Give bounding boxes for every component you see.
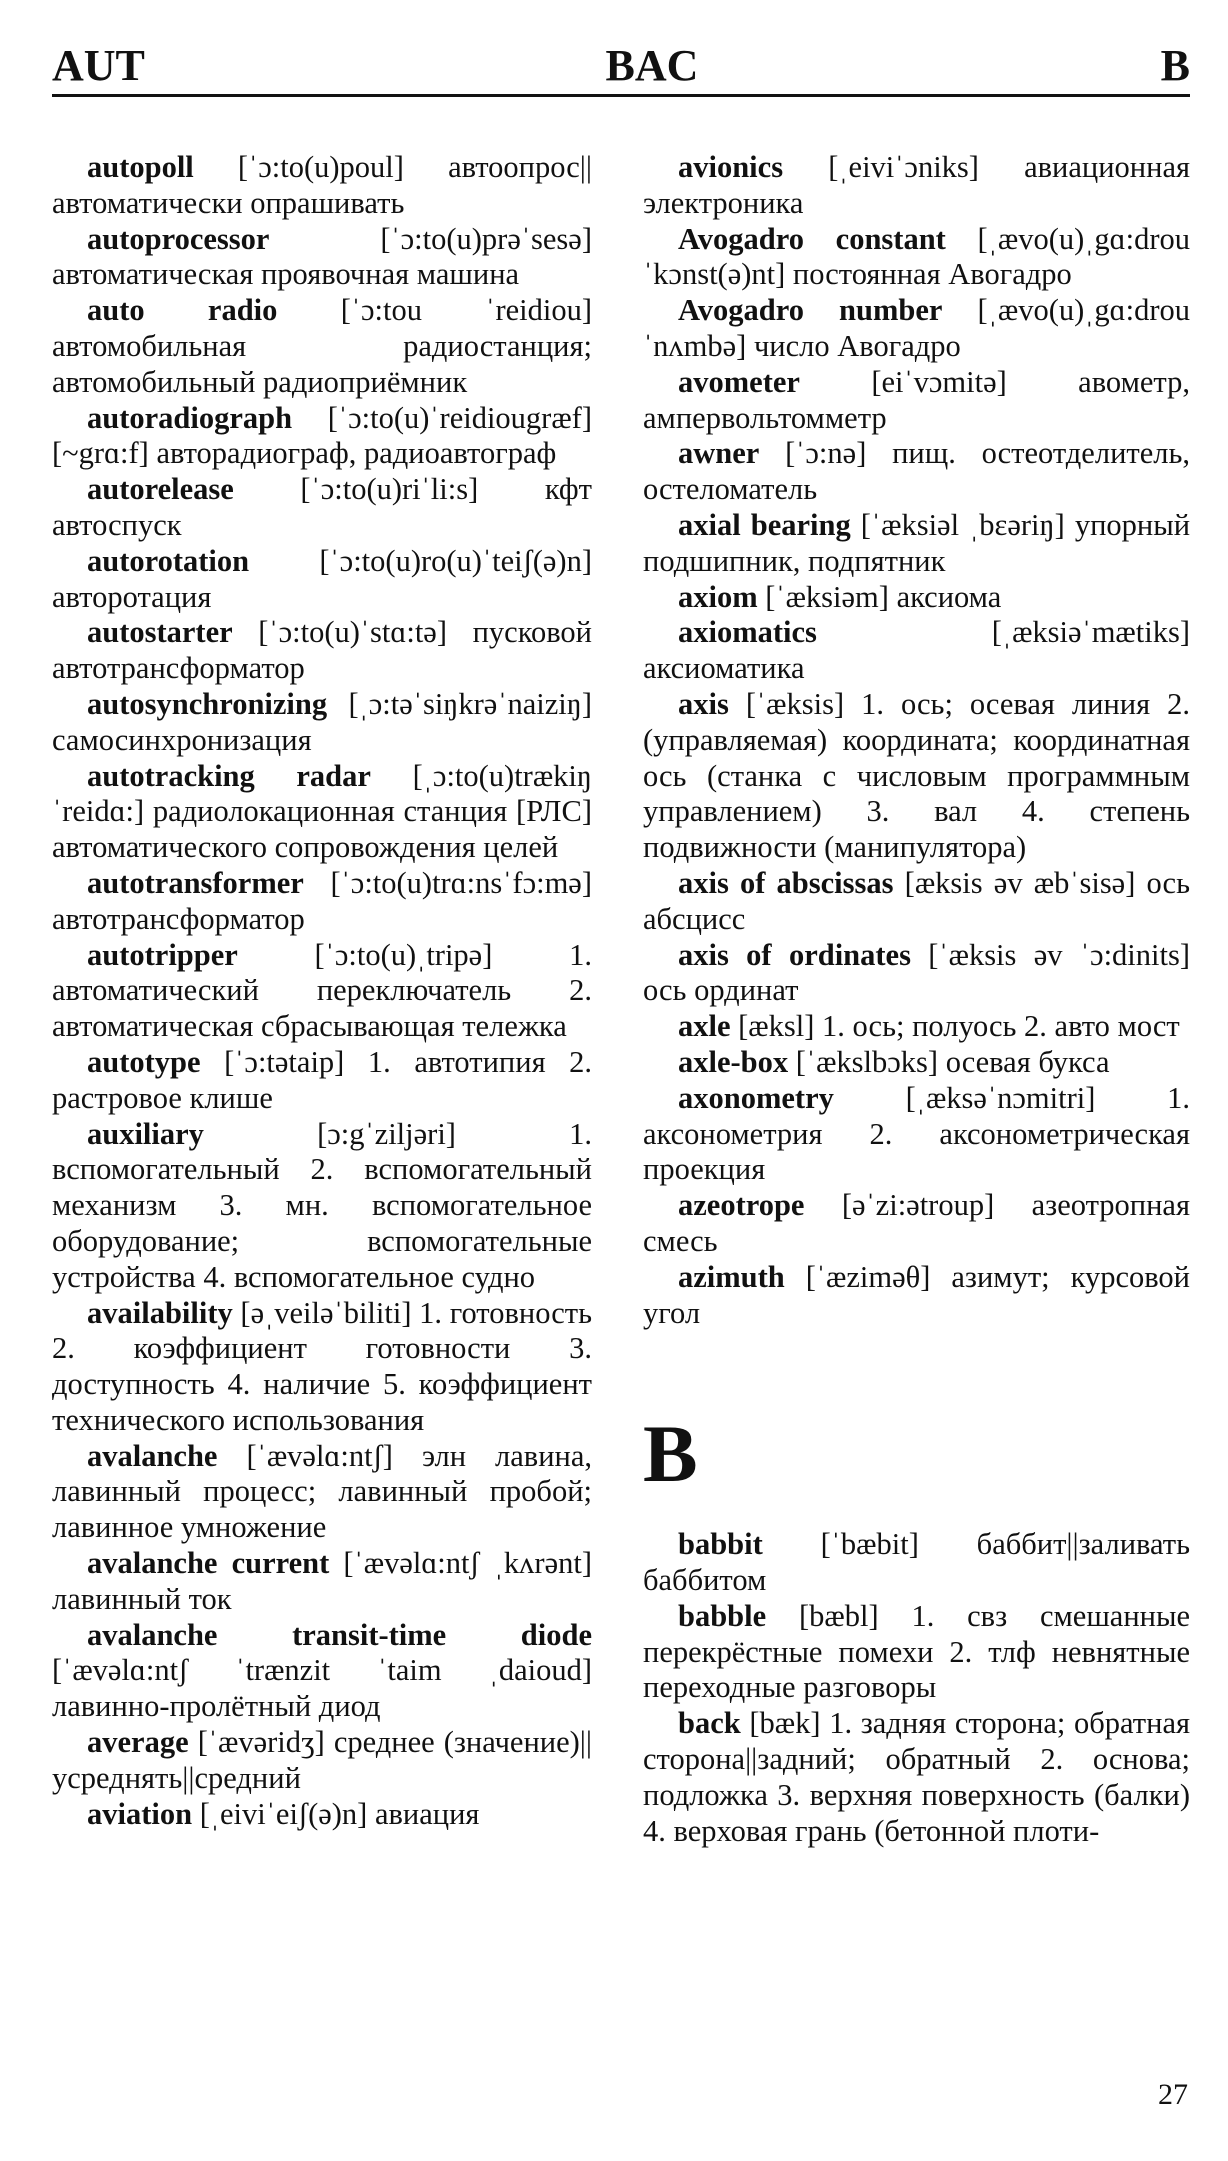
entry-definition: автоопрос||автоматически опрашивать — [52, 150, 592, 220]
entry-headword: back — [678, 1706, 741, 1741]
entry-definition: пусковой автотрансформатор — [52, 615, 593, 686]
entry-headword: azeotrope — [678, 1188, 805, 1223]
dictionary-entry — [643, 1527, 1190, 1599]
dictionary-entry — [52, 687, 592, 759]
entry-transcription: [ˌæksəˈnɔmitri] — [905, 1080, 1096, 1115]
entry-definition: кфт автоспуск — [52, 472, 593, 542]
entry-definition: азеотропная смесь — [643, 1188, 1190, 1258]
entry-transcription: [ˌæksiəˈmætiks] — [991, 615, 1190, 650]
dictionary-entry — [52, 222, 592, 294]
dictionary-entry — [643, 436, 1190, 508]
dictionary-entry — [52, 938, 592, 1045]
entry-transcription: [ˈɔ:to(u)ro(u)ˈteiʃ(ə)n] — [319, 543, 592, 578]
entry-transcription: [eiˈvɔmitə] — [871, 364, 1007, 399]
entry-transcription: [ɔ:gˈziljəri] — [317, 1116, 456, 1151]
entry-definition: 1. готовность 2. коэффициент готовности 3. доступность 4. наличие 5. коэффициент технического использования — [52, 1295, 592, 1437]
entry-definition: авиация — [374, 1796, 480, 1831]
running-header — [52, 32, 1190, 92]
entry-headword: avionics — [678, 150, 784, 184]
entry-definition: авторадиограф, радиоавтограф — [156, 436, 557, 471]
entry-headword: autoradiograph — [87, 400, 293, 435]
entry-headword: aviation — [87, 1796, 193, 1831]
entry-transcription: [ˌævo(u)ˌgɑ:drou ˈnʌmbə] — [643, 293, 1190, 363]
entry-headword: availability — [87, 1295, 233, 1330]
entry-transcription: [ˈɔ:to(u)riˈli:s] — [300, 472, 479, 507]
entry-transcription: [ˈæzimәθ] — [805, 1259, 931, 1294]
dictionary-entry — [52, 1296, 592, 1439]
entry-headword: average — [87, 1725, 189, 1760]
dictionary-entry — [643, 687, 1190, 866]
entry-definition: ось абсцисс — [643, 865, 1191, 936]
dictionary-entry — [52, 1797, 592, 1833]
entry-headword: axonometry — [678, 1080, 834, 1115]
entry-headword: babbit — [678, 1527, 763, 1562]
dictionary-entry — [643, 293, 1190, 365]
dictionary-entry — [643, 866, 1190, 938]
entry-transcription: [əˈzi:ətroup] — [841, 1188, 995, 1223]
entry-definition: радиолокационная станция [РЛС] автоматического сопровождения целей — [52, 794, 592, 865]
dictionary-entry — [643, 1260, 1190, 1332]
entry-definition: 1. ось; осевая линия 2. (управляемая) координата; координатная ось (станка с числовым программным управлением) 3. вал 4. степень подвижности (манипулятора) — [643, 686, 1191, 865]
dictionary-entry — [52, 1117, 592, 1296]
entry-headword: autotripper — [87, 937, 238, 972]
dictionary-entry — [52, 866, 592, 938]
entry-definition: осевая букса — [945, 1044, 1110, 1079]
entry-headword: awner — [678, 436, 760, 471]
entry-headword: axis of ordinates — [678, 937, 911, 972]
dictionary-entry — [643, 1009, 1190, 1045]
dictionary-entry — [52, 472, 592, 544]
dictionary-entry — [643, 1599, 1190, 1706]
header-section-letter: B — [1160, 41, 1190, 90]
entry-transcription: [ˈæksis əv ˈɔ:dinits] — [928, 937, 1190, 972]
entry-headword: autosynchronizing — [87, 686, 328, 721]
dictionary-entry — [52, 615, 592, 687]
entry-headword: axial bearing — [678, 507, 851, 542]
entry-headword: auxiliary — [87, 1116, 204, 1151]
entry-definition: аксиома — [896, 579, 1002, 614]
entry-definition: самосинхронизация — [52, 722, 312, 757]
entry-definition: азимут; курсовой угол — [643, 1259, 1191, 1330]
dictionary-entry — [643, 615, 1190, 687]
header-rule — [52, 94, 1190, 97]
entry-definition: 1. аксонометрия 2. аксонометрическая проекция — [643, 1080, 1191, 1187]
entry-transcription: [ˈævəlɑ:ntʃ ˈtrænzit ˈtaim ˌdaioud] — [52, 1653, 592, 1688]
entry-definition: автотрансформатор — [52, 901, 305, 936]
entry-definition: число Авогадро — [753, 328, 961, 363]
entry-headword: babble — [678, 1598, 767, 1633]
entry-definition: автоматическая проявочная машина — [52, 257, 520, 292]
entry-transcription: [ˈɔ:nə] — [785, 436, 867, 471]
entry-definition: авометр, ампервольтомметр — [643, 364, 1190, 435]
entry-headword: auto radio — [87, 293, 278, 328]
entry-headword: autorelease — [87, 472, 234, 507]
entry-definition: среднее (значение)||усреднять||средний — [52, 1725, 592, 1795]
entry-definition: аксиоматика — [643, 651, 805, 686]
entry-headword: autotransformer — [87, 865, 304, 900]
entry-transcription: [ˌɔ:təˈsiŋkrəˈnaiziŋ] — [348, 686, 592, 721]
page-number: 27 — [1158, 2078, 1188, 2111]
entry-headword: axle — [678, 1009, 731, 1044]
dictionary-entry — [52, 1546, 592, 1618]
entry-headword: avometer — [678, 364, 800, 399]
entry-definition: постоянная Авогадро — [792, 257, 1072, 292]
entry-transcription: [ˈævəlɑ:ntʃ] — [246, 1438, 393, 1473]
entry-headword: autopoll — [87, 150, 194, 184]
dictionary-entry — [52, 1045, 592, 1117]
entry-definition: элн лавина, лавинный процесс; лавинный пробой; лавинное умножение — [52, 1438, 593, 1545]
entry-definition: лавинный ток — [52, 1581, 232, 1616]
entry-transcription: [ˌævo(u)ˌgɑ:drou ˈkɔnst(ə)nt] — [643, 221, 1191, 292]
dictionary-entry — [643, 1045, 1190, 1081]
dictionary-entry — [52, 544, 592, 616]
entry-headword: avalanche transit-time diode — [87, 1617, 592, 1652]
entry-transcription: [ˈɔ:to(u)ˌtripə] — [314, 937, 493, 972]
entry-transcription: [əˌveiləˈbiliti] — [240, 1295, 412, 1330]
right-column — [643, 150, 1190, 1849]
entry-transcription: [ˈɔ:tou ˈreidiou] — [340, 293, 592, 328]
dictionary-entry — [643, 365, 1190, 437]
entry-transcription: [ˌɔ:to(u)trækiŋ ˈreidɑ:] — [52, 758, 592, 829]
entry-transcription: [ˈæksiəm] — [765, 579, 889, 614]
entry-definition: авиационная электроника — [643, 150, 1191, 220]
entry-transcription: [ˈɔ:to(u)ˈstɑ:tə] — [258, 615, 447, 650]
entry-definition: лавинно-пролётный диод — [52, 1689, 381, 1724]
dictionary-entry — [643, 580, 1190, 616]
entry-headword: Avogadro number — [678, 293, 943, 328]
dictionary-entry — [52, 759, 592, 866]
entry-headword: autostarter — [87, 615, 233, 650]
dictionary-entry — [52, 1725, 592, 1797]
dictionary-entry — [52, 150, 592, 222]
entry-headword: autotype — [87, 1044, 201, 1079]
dictionary-entry — [643, 1081, 1190, 1188]
entry-headword: Avogadro constant — [678, 221, 946, 256]
entry-headword: axiomatics — [678, 615, 817, 650]
entry-transcription: [ˌeiviˈeiʃ(ə)n] — [199, 1796, 368, 1831]
header-left-guideword: AUT — [52, 41, 145, 90]
dictionary-entry — [643, 222, 1190, 294]
dictionary-entry — [643, 508, 1190, 580]
entry-definition: 1. автотипия 2. растровое клише — [52, 1044, 593, 1115]
entry-transcription: [ˈæksis] — [745, 686, 845, 721]
entry-headword: axis of abscissas — [678, 865, 894, 900]
entry-definition: 1. свз смешанные перекрёстные помехи 2. тлф невнятные переходные разговоры — [643, 1598, 1191, 1705]
dictionary-entry — [52, 293, 592, 400]
entry-definition: 1. автоматический переключатель 2. автоматическая сбрасывающая тележка — [52, 937, 592, 1044]
dictionary-entry — [643, 150, 1190, 222]
dictionary-entry — [643, 938, 1190, 1010]
entry-transcription: [ˈæksiəl ˌbɛəriŋ] — [860, 507, 1065, 542]
entry-transcription: [ˈævəlɑ:ntʃ ˌkʌrənt] — [343, 1546, 592, 1581]
entry-headword: autotracking radar — [87, 758, 371, 793]
entry-transcription: [ˈævəridʒ] — [197, 1725, 325, 1760]
dictionary-entry — [52, 1439, 592, 1546]
entry-headword: axiom — [678, 579, 758, 614]
entry-transcription: [ˈɔ:to(u)poul] — [237, 150, 404, 184]
dictionary-entry — [52, 1618, 592, 1725]
entry-definition: ось ординат — [643, 973, 799, 1008]
dictionary-entry — [52, 401, 592, 473]
entry-transcription: [ˈbæbit] — [820, 1527, 919, 1562]
dictionary-entry — [643, 1188, 1190, 1260]
left-column — [52, 150, 592, 1832]
entry-definition: пищ. остеотделитель, остеломатель — [643, 436, 1191, 507]
entry-definition: упорный подшипник, подпятник — [643, 507, 1191, 578]
entry-transcription: [æksis əv æbˈsisə] — [904, 865, 1136, 900]
entry-headword: avalanche — [87, 1438, 218, 1473]
entry-transcription: [ˌeiviˈɔniks] — [828, 150, 979, 184]
entry-transcription: [æksl] — [738, 1009, 815, 1044]
entry-headword: axle-box — [678, 1044, 789, 1079]
entry-headword: avalanche current — [87, 1546, 330, 1581]
entry-headword: autorotation — [87, 543, 250, 578]
entry-transcription: [ˈɔ:tətaip] — [224, 1044, 345, 1079]
entry-transcription: [bæbl] — [798, 1598, 879, 1633]
header-center-guideword: BAC — [605, 41, 699, 90]
entry-transcription: [bæk] — [749, 1706, 821, 1741]
entry-headword: autoprocessor — [87, 221, 270, 256]
entry-transcription: [ˈækslbɔks] — [795, 1044, 939, 1079]
entry-definition: автомобильная радиостанция; автомобильный радиоприёмник — [52, 328, 592, 399]
entry-definition: баббит||заливать баббитом — [643, 1527, 1191, 1598]
entry-definition: 1. задняя сторона; обратная сторона||задний; обратный 2. основа; подложка 3. верхняя поверхность (балки) 4. верховая грань (бетонной плоти- — [643, 1706, 1191, 1848]
entry-headword: azimuth — [678, 1259, 785, 1294]
entry-definition: 1. вспомогательный 2. вспомогательный механизм 3. мн. вспомогательное оборудование; вспомогательные устройства 4. вспомогательное судно — [52, 1116, 592, 1294]
entry-transcription: [ˈɔ:to(u)trɑ:nsˈfɔ:mə] — [330, 865, 592, 900]
entry-definition: 1. ось; полуось 2. авто мост — [822, 1009, 1180, 1044]
entry-definition: авторотация — [52, 579, 212, 614]
dictionary-entry — [643, 1706, 1190, 1849]
entry-headword: axis — [678, 686, 729, 721]
entry-transcription: [ˈɔ:to(u)prəˈsesə] — [380, 221, 592, 256]
section-letter-heading: B — [643, 1408, 698, 1500]
entry-transcription: [ˈɔ:to(u)ˈreidiougræf] [~grɑ:f] — [52, 400, 592, 471]
